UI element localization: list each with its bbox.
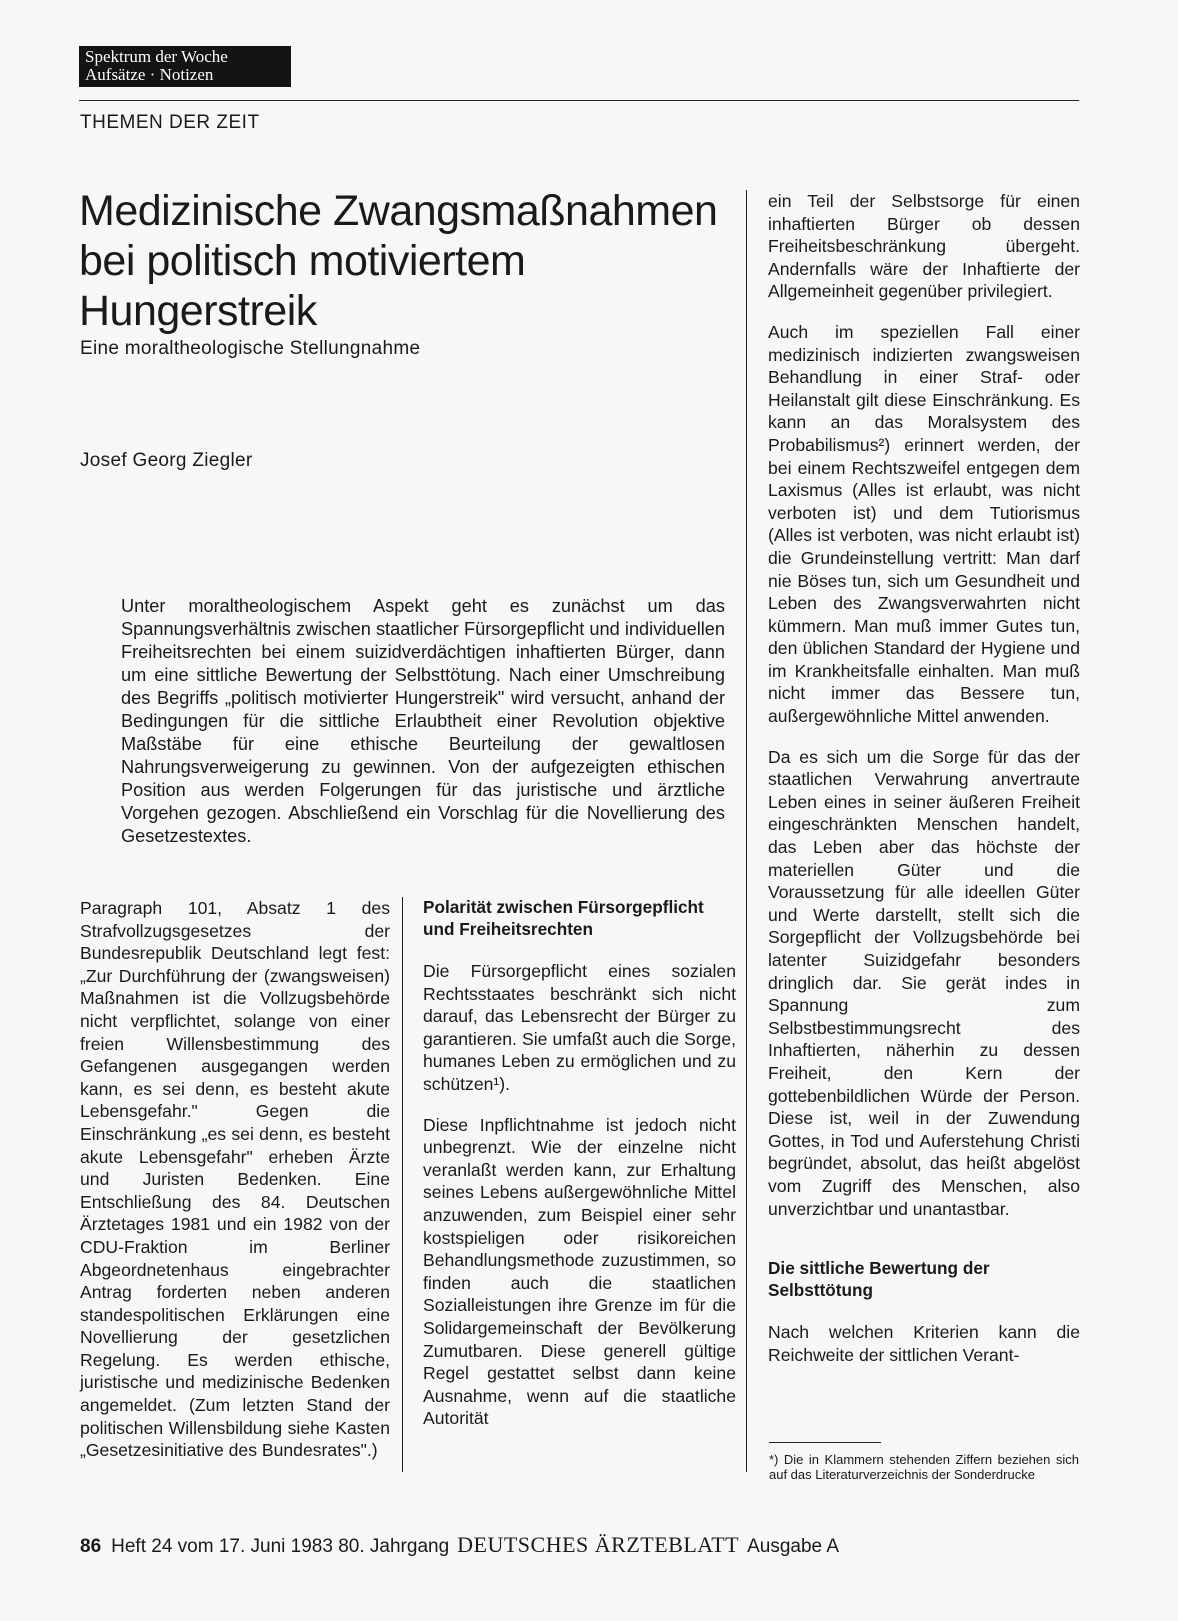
paragraph: ein Teil der Selbstsorge für einen inhaftierten Bürger ob dessen Freiheitsbeschränkung übergeht. Andernfalls wäre der Inhaftierte der Allgemeinheit gegenüber privilegiert. xyxy=(768,191,1080,302)
footnote: *) Die in Klammern stehenden Ziffern beziehen sich auf das Literaturverzeichnis der Sonderdrucke xyxy=(769,1452,1079,1482)
article-title xyxy=(79,186,759,336)
header-rule xyxy=(79,100,1079,101)
column-3 xyxy=(768,190,1080,1384)
column-divider-1 xyxy=(402,897,403,1472)
paragraph: Diese Inpflichtnahme ist jedoch nicht unbegrenzt. Wie der einzelne nicht veranlaßt werden kann, zur Erhaltung seines Lebens außergewöhnliche Mittel anzuwenden, zum Beispiel einer sehr kostspieligen oder risikoreichen Behandlungsmethode zuzustimmen, so finden auch die staatlichen Sozialleistungen ihre Grenze im für die Solidargemeinschaft der Bevölkerung Zumutbaren. Diese generell gültige Regel gestattet selbst dann keine Ausnahme, wenn auf die staatliche Autorität xyxy=(423,1114,736,1429)
paragraph: Paragraph 101, Absatz 1 des Strafvollzugsgesetzes der Bundesrepublik Deutschland legt fest: „Zur Durchführung der (zwangsweisen) Maßnahmen ist die Vollzugsbehörde nicht verpflichtet, solange von einer freien Willensbestimmung des Gefangenen ausgegangen werden kann, es sei denn, es besteht akute Lebensgefahr." Gegen die Einschränkung „es sei denn, es besteht akute Lebensgefahr" erheben Ärzte und Juristen Bedenken. Eine Entschließung des 84. Deutschen Ärztetages 1981 und ein 1982 von der CDU-Fraktion im Berliner Abgeordnetenhaus eingebrachter Antrag forderten neben anderen standespolitischen Erklärungen eine Novellierung der gesetzlichen Regelung. Es werden ethische, juristische und medizinische Bedenken angemeldet. (Zum letzten Stand der politischen Willensbildung siehe Kasten „Gesetzesinitiative des Bundesrates".) xyxy=(80,898,390,1461)
badge-line-1: Spektrum der Woche xyxy=(85,47,228,66)
title-line-1: Medizinische Zwangsmaßnahmen xyxy=(79,187,718,235)
section-heading: Polarität zwischen Fürsorgepflicht und Freiheitsrechten xyxy=(423,897,704,939)
title-line-2: bei politisch motiviertem Hungerstreik xyxy=(79,237,526,335)
footnote-rule xyxy=(769,1442,881,1443)
paragraph: Die Fürsorgepflicht eines sozialen Rechtsstaates beschränkt sich nicht darauf, das Lebensrecht der Bürger zu garantieren. Sie umfaßt auch die Sorge, humanes Leben zu ermöglichen und zu schützen¹). xyxy=(423,961,736,1094)
section-badge xyxy=(79,46,291,87)
page-number: 86 xyxy=(80,1536,102,1557)
section-label: THEMEN DER ZEIT xyxy=(80,112,260,133)
paragraph: Da es sich um die Sorge für das der staatlichen Verwahrung anvertraute Leben eines in seiner äußeren Freiheit eingeschränkten Menschen handelt, das Leben aber das höchste der materiellen Güter und die Voraussetzung für alle ideellen Güter und Werte darstellt, stellt sich die Sorgepflicht der Vollzugsbehörde bei latenter Suizidgefahr besonders dringlich dar. Sie gerät indes in Spannung zum Selbstbestimmungsrecht des Inhaftierten, näherhin zu dessen Freiheit, den Kern der gottebenbildlichen Würde der Person. Diese ist, weil in der Zuwendung Gottes, in Tod und Auferstehung Christi begründet, absolut, das heißt abgelöst vom Zugriff des Menschen, also unverzichtbar und unantastbar. xyxy=(768,746,1080,1219)
article-author: Josef Georg Ziegler xyxy=(80,450,253,471)
column-divider-2 xyxy=(746,190,747,1472)
column-1 xyxy=(80,897,390,1480)
badge-line-2: Aufsätze · Notizen xyxy=(85,65,214,84)
issue-info: Heft 24 vom 17. Juni 1983 80. Jahrgang xyxy=(111,1536,450,1557)
paragraph: Auch im speziellen Fall einer medizinisch indizierten zwangsweisen Behandlung in einer Straf- oder Heilanstalt gilt diese Einschränkung. Es kann an das Moralsystem des Probabilismus²) erinnert werden, der bei einem Rechtszweifel entgegen dem Laxismus (Alles ist erlaubt, was nicht verboten ist) und dem Tutiorismus (Alles ist verboten, was nicht erlaubt ist) die Grundeinstellung vertritt: Man darf nie Böses tun, sich um Gesundheit und Leben des Zwangsverwahrten nicht kümmern. Man muß immer Gutes tun, den üblichen Standard der Hygiene und im Krankheitsfalle einhalten. Man muß nicht immer das Bessere tun, außergewöhnliche Mittel anwenden. xyxy=(768,321,1080,727)
edition: Ausgabe A xyxy=(747,1536,840,1557)
journal-name: DEUTSCHES ÄRZTEBLATT xyxy=(457,1532,740,1557)
page-footer xyxy=(80,1532,839,1558)
article-subtitle: Eine moraltheologische Stellungnahme xyxy=(80,338,421,359)
section-heading: Die sittliche Bewertung der Selbsttötung xyxy=(768,1258,990,1300)
article-abstract: Unter moraltheologischem Aspekt geht es zunächst um das Spannungsverhältnis zwischen staatlicher Fürsorgepflicht und individuellen Freiheitsrechten bei einem suizidverdächtigen inhaftierten Bürger, dann um eine sittliche Bewertung der Selbsttötung. Nach einer Umschreibung des Begriffs „politisch motivierter Hungerstreik" wird versucht, anhand der Bedingungen für die sittliche Erlaubtheit einer Revolution objektive Maßstäbe für eine ethische Beurteilung der gewaltlosen Nahrungsverweigerung zu gewinnen. Von der aufgezeigten ethischen Position aus werden Folgerungen für das juristische und ärztliche Vorgehen gezogen. Abschließend ein Vorschlag für die Novellierung des Gesetzestextes. xyxy=(121,596,725,846)
column-2 xyxy=(423,897,736,1448)
paragraph: Nach welchen Kriterien kann die Reichweite der sittlichen Verant- xyxy=(768,1322,1080,1365)
